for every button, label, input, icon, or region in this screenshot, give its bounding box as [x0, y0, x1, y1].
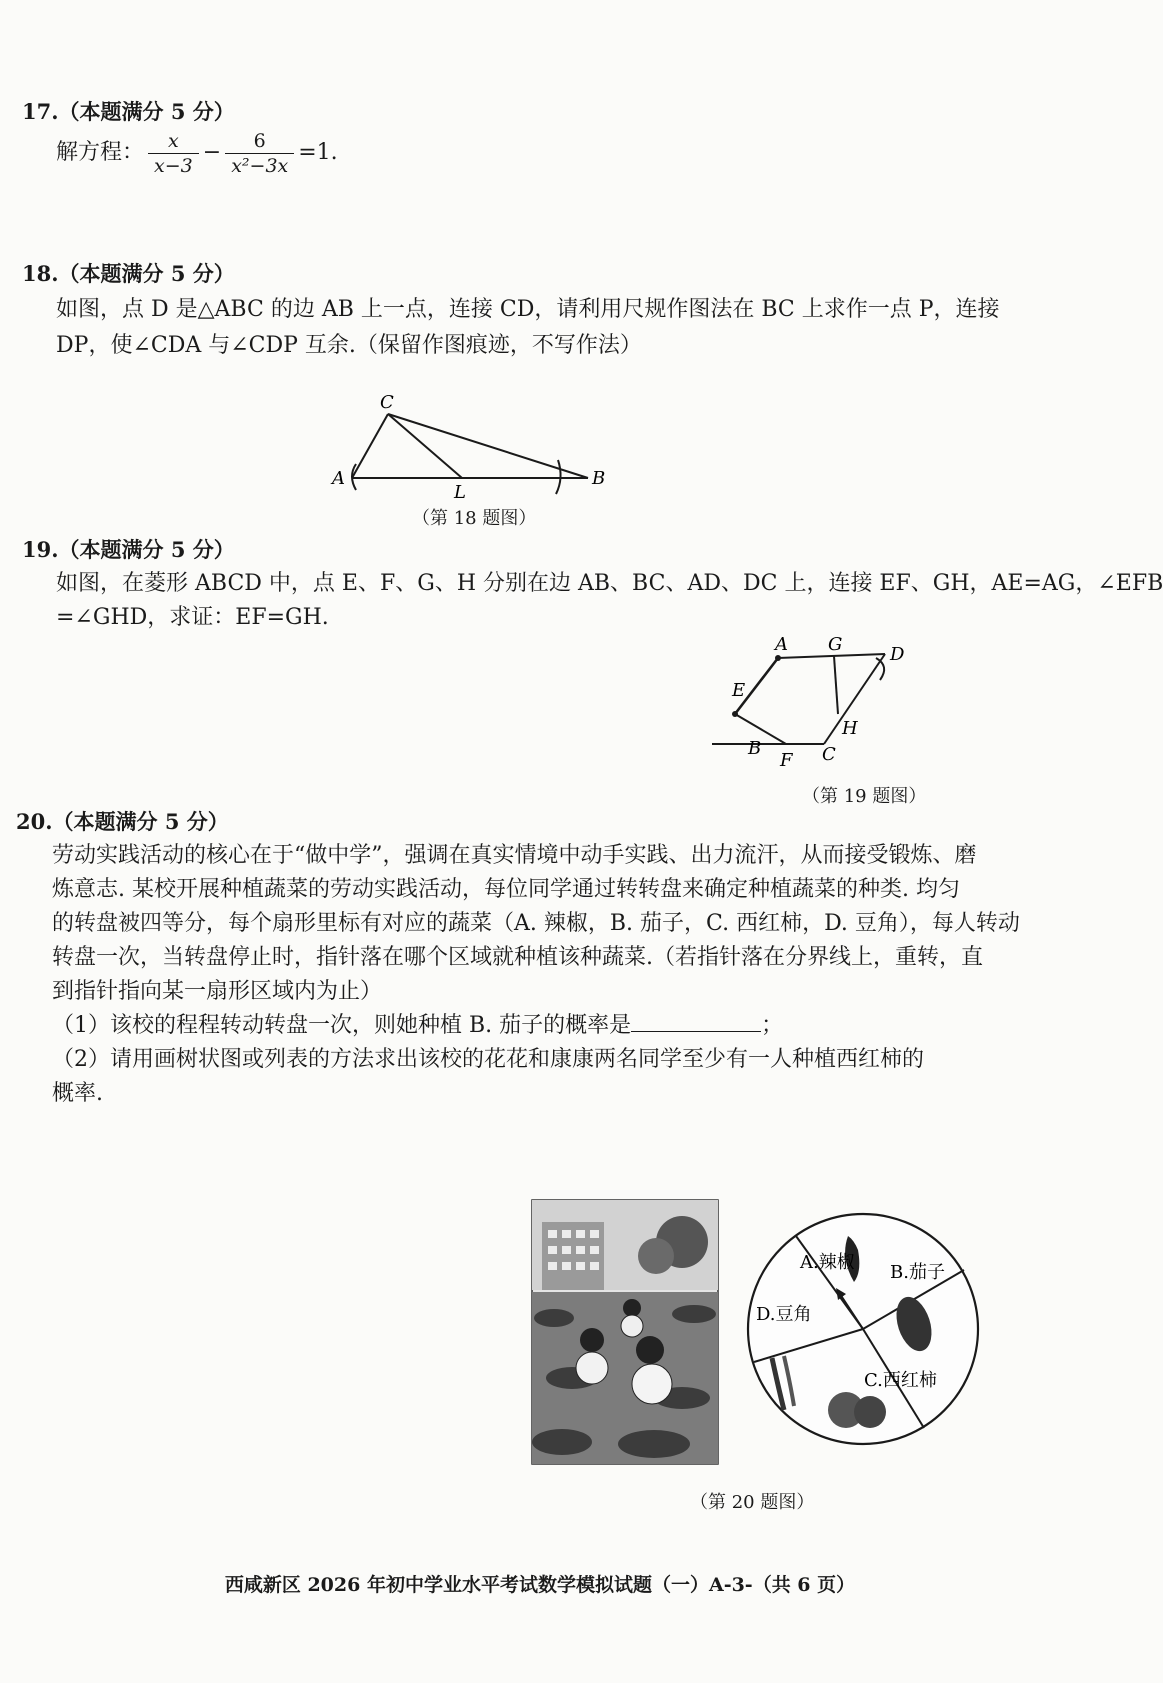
q19-heading: 19.（本题满分 5 分）: [22, 537, 235, 562]
q20-caption: （第 20 题图）: [690, 1492, 815, 1513]
q18-segment-cd: [388, 414, 462, 478]
q19-b-corner: [745, 726, 785, 766]
q20-sub-2: （2）请用画树状图或列表的方法求出该校的花花和康康两名同学至少有一人种植西红柿的: [52, 1047, 925, 1072]
q17-suffix: =1.: [298, 140, 338, 165]
q18-label-d: L: [454, 482, 466, 503]
q19-label-g: G: [828, 634, 843, 655]
spinner-label-d: D.豆角: [756, 1304, 812, 1325]
q20-para-2: 炼意志. 某校开展种植蔬菜的劳动实践活动，每位同学通过转转盘来确定种植蔬菜的种类. 均匀: [52, 877, 960, 902]
q20-para-1: 劳动实践活动的核心在于“做中学”，强调在真实情境中动手实践、出力流汗，从而接受锻炼、磨: [52, 843, 977, 868]
spinner-label-c: C.西红柿: [864, 1370, 937, 1391]
q17-prefix: 解方程：: [56, 140, 145, 165]
q18-line-2: DP，使∠CDA 与∠CDP 互余.（保留作图痕迹，不写作法）: [56, 333, 642, 358]
q17-f2-num: 6: [225, 129, 294, 154]
child-figure-3: [621, 1299, 643, 1337]
q17-heading: 17.（本题满分 5 分）: [22, 99, 235, 124]
q19-line-2: =∠GHD，求证：EF=GH.: [56, 605, 329, 630]
q17-equation: [56, 128, 338, 178]
q18-side-ac: [352, 414, 388, 478]
spinner-label-b: B.茄子: [890, 1262, 945, 1283]
q20-para-4: 转盘一次，当转盘停止时，指针落在哪个区域就种植该种蔬菜.（若指针落在分界线上，重转，直: [52, 945, 983, 970]
q20-gardening-illustration: [532, 1200, 718, 1464]
q18-label-c: C: [380, 392, 394, 413]
q19-caption: （第 19 题图）: [802, 786, 927, 807]
q19-label-b: B: [748, 738, 762, 759]
q20-heading: 20.（本题满分 5 分）: [16, 809, 229, 834]
q20-sub-1: [52, 1008, 783, 1044]
q17-fraction-2: [225, 129, 294, 178]
q20-sub-1-text: （1）该校的程程转动转盘一次，则她种植 B. 茄子的概率是: [52, 1013, 632, 1038]
q20-answer-blank[interactable]: [631, 1009, 761, 1032]
q19-label-f: F: [780, 750, 793, 771]
q20-sub-1-end: ；: [761, 1013, 784, 1038]
spinner-label-a: A.辣椒: [800, 1252, 855, 1273]
q20-sub-2-end: 概率.: [52, 1081, 103, 1106]
q18-caption: （第 18 题图）: [412, 508, 537, 529]
q20-para-5: 到指针指向某一扇形区域内为止）: [52, 979, 383, 1004]
q18-line-1: 如图，点 D 是△ABC 的边 AB 上一点，连接 CD，请利用尺规作图法在 BC 上求作一点 P，连接: [56, 297, 1000, 322]
q19-point-e: [732, 711, 738, 717]
q19-segment-gh: [834, 656, 838, 714]
q19-label-a: A: [775, 634, 788, 655]
q18-side-bc: [388, 414, 588, 478]
q18-label-b: B: [592, 468, 606, 489]
q19-line-1: 如图，在菱形 ABCD 中，点 E、F、G、H 分别在边 AB、BC、AD、DC 上，连接 EF、GH，AE=AG，∠EFB: [56, 571, 1163, 596]
q17-minus: −: [202, 140, 222, 165]
q19-label-h: H: [842, 718, 858, 739]
q20-spinner: [744, 1210, 982, 1448]
child-figure-1: [576, 1328, 608, 1384]
q19-point-a: [775, 655, 781, 661]
q19-label-c: C: [822, 744, 836, 765]
q17-f2-den: x²−3x: [231, 154, 289, 177]
q18-triangle-figure: [330, 392, 630, 502]
q19-angle-mark-d: [876, 658, 884, 680]
q19-label-d: D: [890, 644, 905, 665]
q17-f1-den: x−3: [154, 154, 193, 177]
q17-f1-num: x: [148, 129, 199, 154]
q19-label-e: E: [732, 680, 746, 701]
q18-heading: 18.（本题满分 5 分）: [22, 261, 235, 286]
q17-fraction-1: [148, 129, 199, 178]
q20-para-3: 的转盘被四等分，每个扇形里标有对应的蔬菜（A. 辣椒，B. 茄子，C. 西红柿，D. 豆角），每人转动: [52, 911, 1020, 936]
page-footer: 西咸新区 2026 年初中学业水平考试数学模拟试题（一）A-3-（共 6 页）: [224, 1574, 856, 1596]
q18-label-a: A: [332, 468, 345, 489]
